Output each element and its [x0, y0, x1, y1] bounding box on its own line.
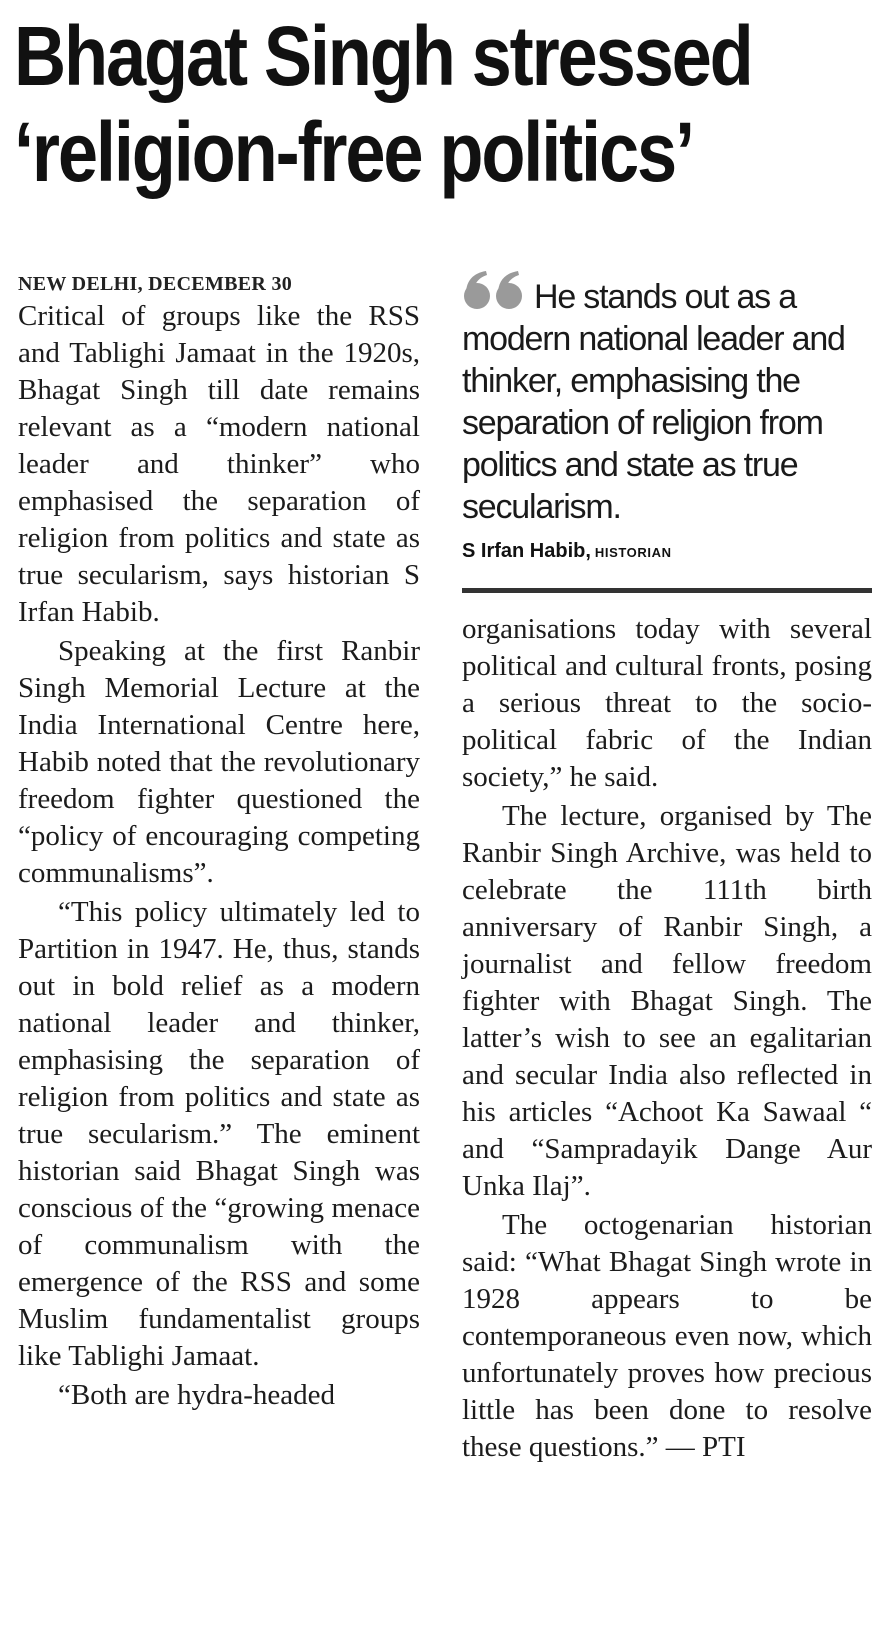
pull-quote — [462, 270, 872, 528]
pull-quote-role: HISTORIAN — [594, 545, 672, 560]
quote-mark-icon — [462, 270, 526, 310]
body-paragraph: The octogenarian historian said: “What Bhagat Singh wrote in 1928 appears to be contemporaneous even now, which unfortunately proves how precious little has been done to resolve these questions.” — PTI — [462, 1209, 872, 1463]
body-paragraph: “Both are hydra-headed — [58, 1379, 335, 1411]
right-column — [462, 270, 872, 1466]
left-column — [18, 270, 420, 1414]
pull-quote-text: He stands out as a modern national leader and thinker, emphasising the separation of religion from politics and state as true secularism. — [462, 278, 845, 526]
divider-rule — [462, 588, 872, 593]
body-paragraph: “This policy ultimately led to Partition in 1947. He, thus, stands out in bold relief as a modern national leader and thinker, emphasising the separation of religion from politics and state as true secularism.” The eminent historian said Bhagat Singh was conscious of the “growing menace of communalism with the emergence of the RSS and some Muslim fundamentalist groups like Tablighi Jamaat. — [18, 896, 420, 1372]
pull-quote-author: S Irfan Habib, — [462, 540, 591, 562]
headline-line-1: Bhagat Singh stressed — [14, 9, 752, 103]
body-paragraph: organisations today with several political and cultural fronts, posing a serious threat to the socio-political fabric of the Indian society,” he said. — [462, 613, 872, 793]
body-paragraph: Critical of groups like the RSS and Tablighi Jamaat in the 1920s, Bhagat Singh till date remains relevant as a “modern national leader and thinker” who emphasised the separation of religion from politics and state as true secularism, says historian S Irfan Habib. — [18, 300, 420, 628]
pull-quote-attribution — [462, 538, 872, 566]
body-paragraph: Speaking at the first Ranbir Singh Memorial Lecture at the India International Centre here, Habib noted that the revolutionary freedom fighter questioned the “policy of encouraging competing communalisms”. — [18, 635, 420, 889]
dateline: NEW DELHI, DECEMBER 30 — [18, 273, 293, 295]
body-paragraph: The lecture, organised by The Ranbir Singh Archive, was held to celebrate the 111th birth anniversary of Ranbir Singh, a journalist and fellow freedom fighter with Bhagat Singh. The latter’s wish to see an egalitarian and secular India also reflected in his articles “Achoot Ka Sawaal “ and “Sampradayik Dange Aur Unka Ilaj”. — [462, 800, 872, 1202]
headline-line-2: ‘religion-free politics’ — [14, 105, 693, 199]
headline — [14, 8, 759, 200]
